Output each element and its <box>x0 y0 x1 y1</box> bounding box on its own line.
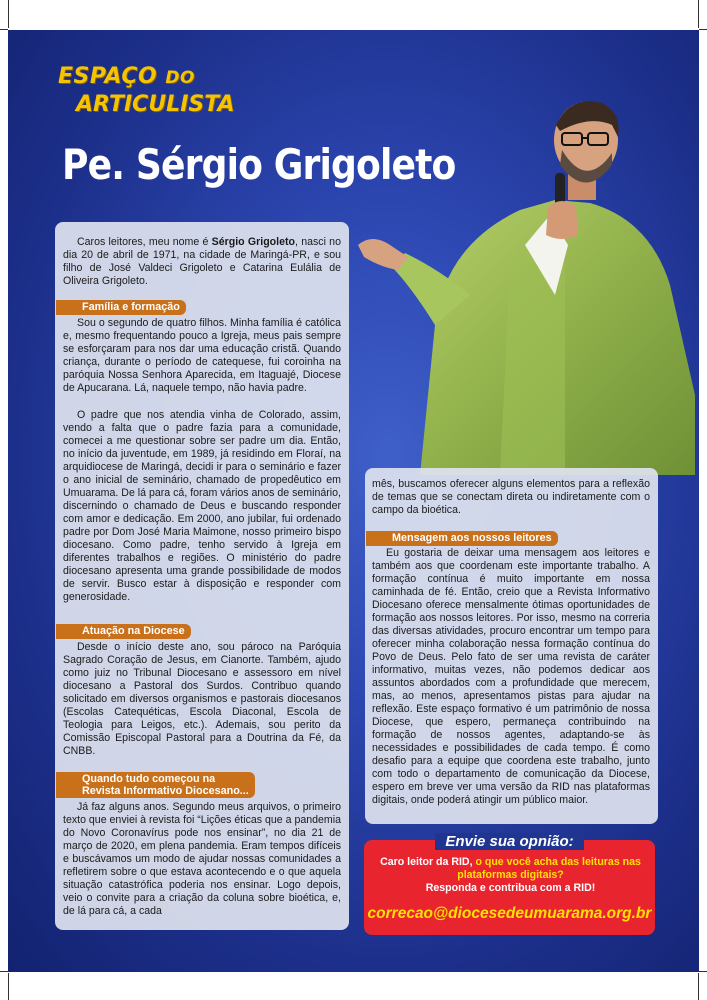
contact-email-link[interactable]: correcao@diocesedeumuarama.org.br <box>367 905 652 922</box>
crop-mark <box>0 29 8 30</box>
crop-mark <box>698 0 699 28</box>
paragraph: O padre que nos atendia vinha de Colorado, assim, vendo a falta que o padre fazia para a comunidade, comecei a me questionar sobre ser padre um dia. Então, no início da juventude, em 1989, já residindo em Floraí, na arquidiocese de Maringá, decidi ir para o seminário e fazer o ano inicial de seminário, chamado de propedêutico em Umuarama. De lá para cá, foram vários anos de seminário, discernindo o chamado de Deus e buscando responder com amor e dedicação. Em 2000, ano jubilar, fui ordenado padre por Dom José Maria Maimone, nosso primeiro bispo diocesano. Como padre, tenho servido à Igreja em diferentes trabalhos e regiões. O ministério do padre diocesano apresenta uma grande possibilidade de modos de servir. Busco estar à disposição e responder com generosidade. <box>63 409 341 603</box>
paragraph: mês, buscamos oferecer alguns elementos para a reflexão de temas que se conectam direta ou indiretamente com o campo da bioética. <box>372 478 650 516</box>
opinion-question: Caro leitor da RID, o que você acha das leituras nas plataformas digitais? <box>380 856 641 881</box>
crop-mark <box>8 0 9 28</box>
section-kicker-line2: ARTICULISTA <box>76 92 235 117</box>
crop-mark <box>8 973 9 1000</box>
crop-mark <box>698 973 699 1000</box>
paragraph: Sou o segundo de quatro filhos. Minha família é católica e, mesmo frequentando pouco a Igreja, meus pais sempre se esforçaram para nos dar uma educação cristã. Quando criança, durante o período de catequese, fui coroinha na paróquia Nossa Senhora Aparecida, em Itaguajé, Diocese de Apucarana. Lá, naquele tempo, não havia padre. <box>63 317 341 394</box>
section-kicker: ESPAÇO DO <box>58 64 195 89</box>
paragraph: Eu gostaria de deixar uma mensagem aos leitores e também aos que coordenam este importante trabalho. A formação contínua é muito importante em nossa caminhada de fé. Então, creio que a Revista Informativo Diocesano oferece mensalmente ótimas oportunidades de formação aos nossos leitores. Por isso, mesmo na correria das diversas atividades, procuro encontrar um tempo para oferecer minha colaboração nessa formação contínua do Povo de Deus. Pelo fato de ser uma revista de caráter informativo, muitas vezes, não podemos dedicar aos assuntos abordados com a profundidade que merecem, mas, ao menos, apresentamos pistas para ajudar na reflexão. Este espaço formativo é um patrimônio de nossa Diocese, que espero, permaneça contribuindo na formação de nossos agentes, adaptando-se às necessidades e possibilidades de cada tempo. É como desafio para a equipe que coordena este trabalho, junto com todo o departamento de comunicação da Diocese, espero em breve ver uma versão da RID nas plataformas digitais, onde poderá atingir um público maior. <box>372 547 650 806</box>
paragraph: Já faz alguns anos. Segundo meus arquivos, o primeiro texto que enviei à revista foi “Lições éticas que a pandemia do Novo Coronavírus pode nos ensinar”, no dia 21 de março de 2020, em plena pandemia. Eram tempos difíceis e buscávamos um modo de ajudar nossas comunidades a refletirem sobre o que estava acontecendo e o que aquela situação catastrófica poderia nos ensinar. Logo depois, veio o convite para a criação da coluna sobre bioética, e, de lá para cá, a cada <box>63 801 341 917</box>
priest-photo <box>350 95 700 475</box>
intro-paragraph: Caros leitores, meu nome é Sérgio Grigoleto, nasci no dia 20 de abril de 1971, na cidade de Maringá-PR, e sou filho de José Valdeci Grigoleto e Catarina Eulália de Oliveira Grigoleto. <box>63 236 341 287</box>
page-title: Pe. Sérgio Grigoleto <box>62 140 456 189</box>
paragraph: Desde o início deste ano, sou pároco na Paróquia Sagrado Coração de Jesus, em Cianorte. Também, ajudo como juiz no Tribunal Diocesano e assessoro em nível diocesano a Pastoral dos Surdos. Contribuo quando solicitado em diversos organismos e pastorais diocesanos (Escolas Catequéticas, Escola Diaconal, Escola de Teologia para Leigos, etc.). Ademais, sou perito da Comissão Episcopal Pastoral para a Doutrina da Fé, da CNBB. <box>63 641 341 757</box>
opinion-call: Responda e contribua com a RID! <box>425 882 596 894</box>
section-heading-beginning: Quando tudo começou na Revista Informativo Diocesano... <box>56 772 255 798</box>
crop-mark <box>699 971 707 972</box>
section-heading-family: Família e formação <box>56 300 186 315</box>
opinion-title: Envie sua opnião: <box>364 833 655 850</box>
crop-mark <box>0 971 8 972</box>
crop-mark <box>699 29 707 30</box>
section-heading-message: Mensagem aos nossos leitores <box>366 531 558 546</box>
section-heading-diocese: Atuação na Diocese <box>56 624 191 639</box>
